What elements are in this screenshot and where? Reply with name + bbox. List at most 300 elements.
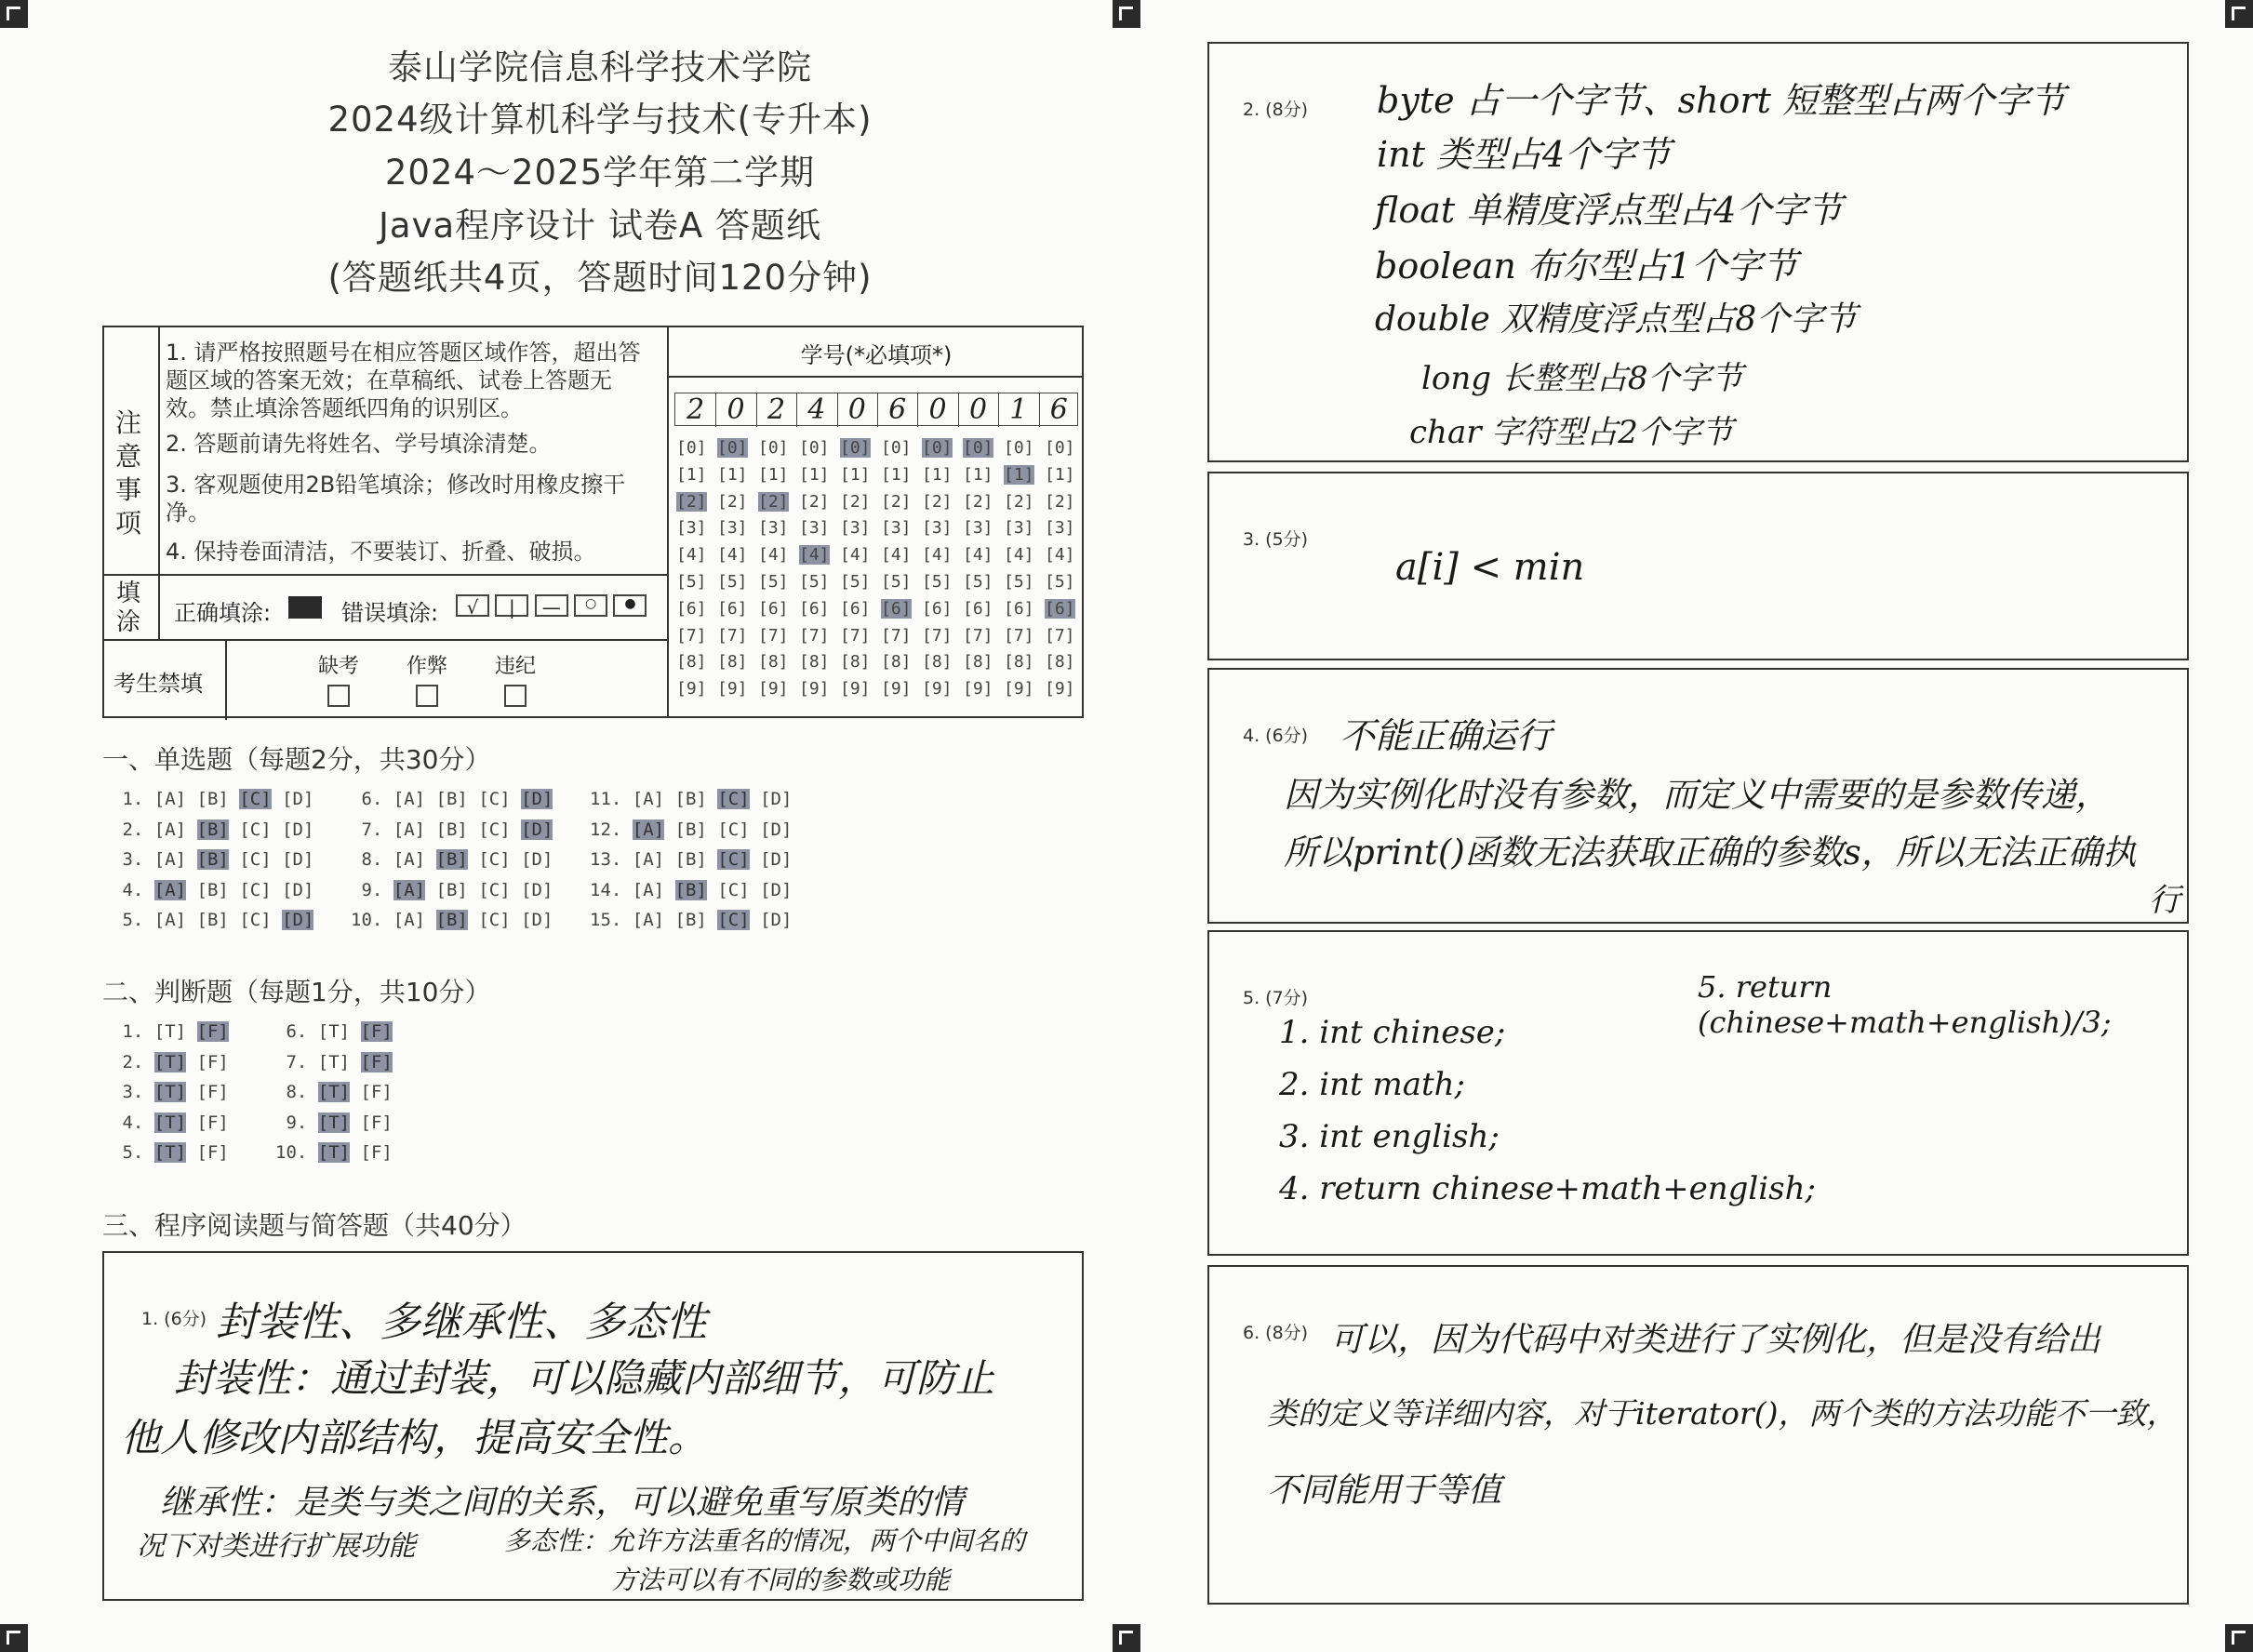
mc-question-number: 10. bbox=[351, 910, 393, 930]
wrong-fill-label: 错误填涂: bbox=[341, 600, 439, 626]
student-id-digit: 6 bbox=[877, 393, 918, 427]
student-id-digit: 0 bbox=[958, 393, 999, 427]
student-id-digit: 0 bbox=[917, 393, 958, 427]
wrong-mark-dash: — bbox=[535, 594, 568, 617]
student-id-bubble[interactable]: [6] bbox=[881, 598, 912, 619]
forbid-label: 考生禁填 bbox=[113, 671, 203, 697]
student-id-bubble[interactable]: [8] bbox=[963, 652, 993, 673]
q4-line-1: 不能正确运行 bbox=[1340, 715, 1553, 756]
q3-label: 3. (5分) bbox=[1243, 529, 1309, 550]
student-id-bubble[interactable]: [2] bbox=[676, 491, 707, 512]
student-id-bubble[interactable]: [8] bbox=[717, 652, 748, 673]
student-id-bubble[interactable]: [5] bbox=[1045, 571, 1075, 592]
student-id-bubble[interactable]: [0] bbox=[717, 438, 748, 458]
student-id-bubble[interactable]: [9] bbox=[676, 679, 707, 699]
q2-line-4: boolean 布尔型占1个字节 bbox=[1375, 246, 1798, 286]
header-line4: Java程序设计 试卷A 答题纸 bbox=[379, 206, 821, 246]
student-id-bubble-column bbox=[881, 435, 912, 703]
student-id-bubble[interactable]: [0] bbox=[758, 438, 789, 458]
student-id-bubble[interactable]: [1] bbox=[881, 464, 912, 485]
q4-line-4: 行 bbox=[2149, 882, 2180, 919]
q6-label: 6. (8分) bbox=[1243, 1323, 1309, 1343]
mc-option-bubble[interactable]: [A] bbox=[632, 789, 665, 809]
student-id-bubble[interactable]: [0] bbox=[799, 438, 830, 458]
forbid-violation-label: 违纪 bbox=[495, 655, 537, 678]
student-id-bubble[interactable]: [2] bbox=[799, 491, 830, 512]
student-id-bubble[interactable]: [0] bbox=[1045, 438, 1075, 458]
tf-option-bubble[interactable]: [F] bbox=[360, 1112, 393, 1133]
forbid-label-cell bbox=[104, 641, 227, 720]
student-id-bubble[interactable]: [7] bbox=[1045, 625, 1075, 646]
forbid-cheat-label: 作弊 bbox=[407, 655, 448, 678]
q2-line-2: int 类型占4个字节 bbox=[1377, 134, 1672, 175]
q4-label: 4. (6分) bbox=[1243, 726, 1309, 746]
notice-item-3: 3. 客观题使用2B铅笔填涂；修改时用橡皮擦干净。 bbox=[166, 472, 626, 526]
header-line2: 2024级计算机科学与技术(专升本) bbox=[327, 100, 873, 140]
student-id-bubble[interactable]: [7] bbox=[840, 625, 871, 646]
mc-question-row bbox=[351, 880, 564, 900]
tf-option-bubble[interactable]: [F] bbox=[360, 1142, 393, 1163]
student-id-bubble[interactable]: [6] bbox=[676, 598, 707, 619]
student-id-bubble-column bbox=[840, 435, 871, 703]
student-id-bubble[interactable]: [7] bbox=[922, 625, 953, 646]
q1-line-1: 封装性、多继承性、多态性 bbox=[216, 1299, 707, 1346]
mc-option-bubble[interactable]: [B] bbox=[196, 819, 229, 840]
student-id-bubble[interactable]: [1] bbox=[963, 464, 993, 485]
forbid-violation-checkbox[interactable] bbox=[504, 685, 527, 707]
student-id-bubble[interactable]: [9] bbox=[922, 679, 953, 699]
student-id-digit: 2 bbox=[756, 393, 797, 427]
student-id-bubble[interactable]: [5] bbox=[963, 571, 993, 592]
mc-option-bubble[interactable]: [A] bbox=[153, 879, 187, 900]
mc-option-bubble[interactable]: [A] bbox=[153, 789, 187, 809]
student-id-bubble[interactable]: [3] bbox=[922, 518, 953, 539]
mc-option-bubble[interactable]: [A] bbox=[393, 819, 426, 840]
mc-option-bubble[interactable]: [A] bbox=[632, 879, 665, 900]
mc-option-bubble[interactable]: [A] bbox=[632, 910, 665, 930]
tf-question-number: 5. bbox=[112, 1142, 154, 1163]
student-id-bubble[interactable]: [9] bbox=[717, 679, 748, 699]
student-id-bubble[interactable]: [5] bbox=[676, 571, 707, 592]
mc-option-bubble[interactable]: [C] bbox=[239, 819, 272, 840]
student-id-bubble[interactable]: [5] bbox=[717, 571, 748, 592]
mc-option-bubble[interactable]: [A] bbox=[153, 819, 187, 840]
student-id-bubble[interactable]: [3] bbox=[676, 518, 707, 539]
mc-option-bubble[interactable]: [C] bbox=[239, 910, 272, 930]
header-line5: (答题纸共4页，答题时间120分钟) bbox=[327, 258, 873, 298]
student-id-bubble-column bbox=[676, 435, 707, 703]
q5-label: 5. (7分) bbox=[1243, 988, 1309, 1008]
mc-option-bubble[interactable]: [C] bbox=[478, 879, 511, 900]
student-id-bubble[interactable]: [9] bbox=[758, 679, 789, 699]
mc-option-bubble[interactable]: [D] bbox=[760, 789, 793, 809]
q1-line-7: 方法可以有不同的参数或功能 bbox=[611, 1565, 951, 1595]
student-id-bubble[interactable]: [5] bbox=[1004, 571, 1034, 592]
student-id-bubble-column bbox=[799, 435, 830, 703]
student-id-bubble[interactable]: [9] bbox=[799, 679, 830, 699]
answer-box-q1 bbox=[102, 1251, 1084, 1601]
student-id-bubble[interactable]: [9] bbox=[1004, 679, 1034, 699]
student-id-bubble[interactable]: [0] bbox=[963, 438, 993, 458]
student-id-bubble[interactable]: [7] bbox=[1004, 625, 1034, 646]
student-id-bubble[interactable]: [2] bbox=[881, 491, 912, 512]
student-id-bubble[interactable]: [1] bbox=[1045, 464, 1075, 485]
mc-option-bubble[interactable]: [B] bbox=[435, 879, 468, 900]
student-id-bubble[interactable]: [2] bbox=[840, 491, 871, 512]
mc-question-row bbox=[590, 819, 803, 840]
mc-option-bubble[interactable]: [D] bbox=[521, 789, 553, 809]
q6-line-1: 可以，因为代码中对类进行了实例化，但是没有给出 bbox=[1330, 1321, 2101, 1359]
student-id-bubble[interactable]: [8] bbox=[840, 652, 871, 673]
mc-option-bubble[interactable]: [B] bbox=[196, 879, 229, 900]
tf-option-bubble[interactable]: [F] bbox=[360, 1082, 393, 1102]
student-id-bubble[interactable]: [4] bbox=[881, 545, 912, 566]
tf-question-number: 7. bbox=[275, 1051, 318, 1072]
mc-option-bubble[interactable]: [A] bbox=[632, 849, 665, 870]
student-id-bubble[interactable]: [4] bbox=[799, 545, 830, 566]
student-id-bubble[interactable]: [2] bbox=[922, 491, 953, 512]
student-id-bubble-column bbox=[1045, 435, 1075, 703]
header-line3: 2024～2025学年第二学期 bbox=[384, 153, 816, 193]
tf-question-number: 6. bbox=[275, 1021, 318, 1042]
mc-question-row bbox=[590, 849, 803, 870]
section3-title: 三、程序阅读题与简答题（共40分） bbox=[102, 1210, 527, 1241]
student-id-bubble[interactable]: [2] bbox=[717, 491, 748, 512]
tf-question-number: 10. bbox=[275, 1142, 318, 1163]
tf-question-row bbox=[275, 1052, 403, 1072]
mc-question-row bbox=[351, 910, 564, 930]
q5-line-5: 5. return (chinese+math+english)/3; bbox=[1698, 969, 2112, 1040]
student-id-bubble[interactable]: [2] bbox=[963, 491, 993, 512]
mc-option-bubble[interactable]: [D] bbox=[760, 879, 793, 900]
tf-question-row bbox=[275, 1112, 403, 1133]
tf-option-bubble[interactable]: [F] bbox=[196, 1082, 229, 1102]
student-id-bubble[interactable]: [7] bbox=[799, 625, 830, 646]
student-id-bubble[interactable]: [3] bbox=[758, 518, 789, 539]
student-id-bubble[interactable]: [5] bbox=[881, 571, 912, 592]
mc-option-bubble[interactable]: [B] bbox=[674, 849, 707, 870]
mc-option-bubble[interactable]: [A] bbox=[393, 849, 426, 870]
mc-question-row bbox=[590, 789, 803, 809]
corner-mark-bottom-right bbox=[2225, 1624, 2253, 1652]
student-id-bubble[interactable]: [4] bbox=[1045, 545, 1075, 566]
student-id-digit: 4 bbox=[796, 393, 837, 427]
mc-option-bubble[interactable]: [B] bbox=[435, 910, 468, 930]
tf-option-bubble[interactable]: [F] bbox=[360, 1051, 393, 1072]
student-id-bubble[interactable]: [9] bbox=[963, 679, 993, 699]
tf-question-row bbox=[275, 1021, 403, 1042]
student-id-bubble[interactable]: [8] bbox=[1004, 652, 1034, 673]
student-id-digit: 6 bbox=[1049, 393, 1068, 426]
mc-option-bubble[interactable]: [D] bbox=[760, 819, 793, 840]
student-id-bubble[interactable]: [0] bbox=[840, 438, 871, 458]
student-id-bubble[interactable]: [6] bbox=[922, 598, 953, 619]
student-id-bubble-column bbox=[758, 435, 789, 703]
mc-option-bubble[interactable]: [C] bbox=[717, 819, 750, 840]
wrong-mark-check: √ bbox=[456, 594, 489, 617]
student-id-digit: 0 bbox=[715, 393, 756, 427]
mc-question-row bbox=[112, 880, 325, 900]
student-id-bubble[interactable]: [8] bbox=[758, 652, 789, 673]
notice-items bbox=[166, 339, 649, 566]
answer-box-q2 bbox=[1207, 42, 2189, 462]
student-id-bubble[interactable]: [8] bbox=[1045, 652, 1075, 673]
student-id-bubble[interactable]: [1] bbox=[758, 464, 789, 485]
mc-option-bubble[interactable]: [C] bbox=[239, 879, 272, 900]
student-id-bubble[interactable]: [2] bbox=[1004, 491, 1034, 512]
wrong-mark-circle: ○ bbox=[574, 594, 607, 617]
wrong-mark-bar: | bbox=[495, 594, 528, 617]
q1-line-4: 继承性：是类与类之间的关系，可以避免重写原类的情 bbox=[160, 1484, 965, 1522]
corner-mark-bottom-middle bbox=[1113, 1624, 1140, 1652]
mc-option-bubble[interactable]: [A] bbox=[632, 819, 665, 840]
fill-label: 填涂 bbox=[116, 580, 141, 636]
tf-option-bubble[interactable]: [T] bbox=[153, 1051, 187, 1072]
q5-line-3: 3. int english; bbox=[1279, 1118, 1500, 1155]
student-id-bubble[interactable]: [4] bbox=[676, 545, 707, 566]
mc-option-bubble[interactable]: [B] bbox=[196, 910, 229, 930]
student-id-bubble[interactable]: [0] bbox=[1004, 438, 1034, 458]
student-id-bubble[interactable]: [8] bbox=[676, 652, 707, 673]
tf-option-bubble[interactable]: [F] bbox=[360, 1021, 393, 1042]
student-id-bubble[interactable]: [3] bbox=[840, 518, 871, 539]
forbid-absent-checkbox[interactable] bbox=[327, 685, 350, 707]
mc-option-bubble[interactable]: [D] bbox=[282, 819, 314, 840]
tf-option-bubble[interactable]: [T] bbox=[153, 1021, 187, 1042]
mc-option-bubble[interactable]: [D] bbox=[282, 849, 314, 870]
mc-option-bubble[interactable]: [A] bbox=[393, 789, 426, 809]
mc-option-bubble[interactable]: [A] bbox=[153, 910, 187, 930]
student-id-bubble[interactable]: [7] bbox=[758, 625, 789, 646]
mc-option-bubble[interactable]: [D] bbox=[760, 849, 793, 870]
mc-option-bubble[interactable]: [C] bbox=[717, 910, 750, 930]
tf-option-bubble[interactable]: [T] bbox=[317, 1051, 351, 1072]
student-id-bubble[interactable]: [4] bbox=[922, 545, 953, 566]
tf-option-bubble[interactable]: [F] bbox=[196, 1021, 229, 1042]
student-id-bubble[interactable]: [3] bbox=[1045, 518, 1075, 539]
tf-option-bubble[interactable]: [T] bbox=[153, 1082, 187, 1102]
tf-option-bubble[interactable]: [T] bbox=[317, 1082, 351, 1102]
student-id-bubble[interactable]: [4] bbox=[840, 545, 871, 566]
student-id-bubble[interactable]: [4] bbox=[1004, 545, 1034, 566]
mc-option-bubble[interactable]: [D] bbox=[521, 879, 553, 900]
mc-question-number: 7. bbox=[351, 819, 393, 840]
mc-option-bubble[interactable]: [D] bbox=[521, 849, 553, 870]
student-id-bubble[interactable]: [3] bbox=[717, 518, 748, 539]
forbid-absent-label: 缺考 bbox=[318, 655, 360, 678]
mc-option-bubble[interactable]: [C] bbox=[239, 789, 272, 809]
q1-line-5: 况下对类进行扩展功能 bbox=[137, 1530, 416, 1563]
notice-item-2: 2. 答题前请先将姓名、学号填涂清楚。 bbox=[166, 431, 552, 457]
student-id-bubble[interactable]: [7] bbox=[881, 625, 912, 646]
mc-option-bubble[interactable]: [D] bbox=[282, 879, 314, 900]
mc-question-number: 12. bbox=[590, 819, 633, 840]
forbid-absent bbox=[318, 650, 359, 707]
tf-question-row bbox=[112, 1082, 239, 1102]
mc-question-row bbox=[351, 849, 564, 870]
notice-item-4: 4. 保持卷面清洁，不要装订、折叠、破损。 bbox=[166, 539, 596, 565]
student-id-bubble[interactable]: [9] bbox=[840, 679, 871, 699]
section1-title: 一、单选题（每题2分，共30分） bbox=[102, 744, 491, 775]
notice-label: 注意事项 bbox=[115, 407, 142, 539]
student-id-bubble[interactable]: [6] bbox=[758, 598, 789, 619]
student-id-bubble[interactable]: [3] bbox=[963, 518, 993, 539]
mc-question-row bbox=[112, 849, 325, 870]
mc-option-bubble[interactable]: [C] bbox=[478, 910, 511, 930]
mc-option-bubble[interactable]: [C] bbox=[239, 849, 272, 870]
mc-question-number: 3. bbox=[112, 849, 154, 870]
student-id-bubble-column bbox=[1004, 435, 1034, 703]
q2-label: 2. (8分) bbox=[1243, 100, 1309, 120]
student-id-digit-row bbox=[674, 393, 1078, 426]
q2-line-3: float 单精度浮点型占4个字节 bbox=[1375, 190, 1843, 231]
section2-title: 二、判断题（每题1分，共10分） bbox=[102, 977, 491, 1007]
student-id-bubble[interactable]: [1] bbox=[840, 464, 871, 485]
student-id-bubble[interactable]: [6] bbox=[717, 598, 748, 619]
student-id-bubble-grid bbox=[676, 435, 1086, 714]
forbid-row bbox=[104, 639, 667, 720]
tf-question-row bbox=[112, 1052, 239, 1072]
student-id-bubble[interactable]: [5] bbox=[799, 571, 830, 592]
mc-option-bubble[interactable]: [B] bbox=[674, 879, 707, 900]
student-id-bubble[interactable]: [3] bbox=[1004, 518, 1034, 539]
student-id-bubble[interactable]: [2] bbox=[758, 491, 789, 512]
q1-line-3: 他人修改内部结构，提高安全性。 bbox=[121, 1415, 708, 1460]
mc-option-bubble[interactable]: [A] bbox=[393, 910, 426, 930]
notice-table bbox=[102, 326, 1084, 718]
mc-option-bubble[interactable]: [C] bbox=[717, 879, 750, 900]
q2-line-5: double 双精度浮点型占8个字节 bbox=[1375, 300, 1858, 339]
mc-option-bubble[interactable]: [A] bbox=[153, 849, 187, 870]
mc-option-bubble[interactable]: [C] bbox=[478, 789, 511, 809]
tf-question-row bbox=[112, 1112, 239, 1133]
student-id-bubble[interactable]: [7] bbox=[963, 625, 993, 646]
tf-option-bubble[interactable]: [T] bbox=[153, 1112, 187, 1133]
tf-question-number: 4. bbox=[112, 1112, 154, 1133]
tf-option-bubble[interactable]: [T] bbox=[317, 1021, 351, 1042]
student-id-bubble[interactable]: [8] bbox=[922, 652, 953, 673]
mc-option-bubble[interactable]: [D] bbox=[282, 789, 314, 809]
mc-question-row bbox=[590, 880, 803, 900]
student-id-bubble[interactable]: [4] bbox=[758, 545, 789, 566]
student-id-bubble[interactable]: [5] bbox=[840, 571, 871, 592]
fill-label-cell bbox=[104, 576, 160, 641]
mc-option-bubble[interactable]: [D] bbox=[521, 910, 553, 930]
student-id-bubble[interactable]: [4] bbox=[717, 545, 748, 566]
q5-line-4: 4. return chinese+math+english; bbox=[1279, 1170, 1816, 1207]
student-id-bubble[interactable]: [6] bbox=[840, 598, 871, 619]
corner-mark-top-middle bbox=[1113, 0, 1140, 28]
mc-option-bubble[interactable]: [D] bbox=[760, 910, 793, 930]
mc-option-bubble[interactable]: [B] bbox=[435, 819, 468, 840]
mc-option-bubble[interactable]: [C] bbox=[478, 819, 511, 840]
corner-mark-top-left bbox=[0, 0, 28, 28]
student-id-bubble[interactable]: [0] bbox=[922, 438, 953, 458]
tf-option-bubble[interactable]: [T] bbox=[153, 1142, 187, 1163]
mc-question-row bbox=[351, 819, 564, 840]
mc-option-bubble[interactable]: [C] bbox=[478, 849, 511, 870]
student-id-bubble[interactable]: [6] bbox=[1045, 598, 1075, 619]
forbid-cheat-checkbox[interactable] bbox=[416, 685, 438, 707]
student-id-bubble[interactable]: [6] bbox=[1004, 598, 1034, 619]
q1-line-6: 多态性：允许方法重名的情况，两个中间名的 bbox=[504, 1525, 1026, 1556]
mc-option-bubble[interactable]: [A] bbox=[393, 879, 426, 900]
mc-option-bubble[interactable]: [B] bbox=[435, 789, 468, 809]
student-id-bubble[interactable]: [0] bbox=[676, 438, 707, 458]
mc-option-bubble[interactable]: [B] bbox=[435, 849, 468, 870]
q6-line-3: 不同能用于等值 bbox=[1267, 1472, 1502, 1510]
mc-question-number: 14. bbox=[590, 879, 633, 900]
tf-question-number: 1. bbox=[112, 1021, 154, 1042]
student-id-bubble[interactable]: [1] bbox=[676, 464, 707, 485]
answer-box-q5 bbox=[1207, 930, 2189, 1256]
student-id-bubble[interactable]: [2] bbox=[1045, 491, 1075, 512]
mc-option-bubble[interactable]: [B] bbox=[196, 849, 229, 870]
student-id-bubble[interactable]: [1] bbox=[717, 464, 748, 485]
tf-option-bubble[interactable]: [F] bbox=[196, 1051, 229, 1072]
mc-question-row bbox=[112, 910, 325, 930]
student-id-bubble[interactable]: [7] bbox=[717, 625, 748, 646]
student-id-bubble[interactable]: [3] bbox=[881, 518, 912, 539]
mc-question-number: 4. bbox=[112, 879, 154, 900]
student-id-bubble[interactable]: [1] bbox=[1004, 464, 1034, 485]
student-id-bubble[interactable]: [8] bbox=[881, 652, 912, 673]
student-id-bubble[interactable]: [6] bbox=[799, 598, 830, 619]
mc-option-bubble[interactable]: [C] bbox=[717, 849, 750, 870]
mc-question-number: 9. bbox=[351, 879, 393, 900]
q6-line-2: 类的定义等详细内容，对于iterator()，两个类的方法功能不一致， bbox=[1267, 1395, 2178, 1432]
student-id-bubble[interactable]: [8] bbox=[799, 652, 830, 673]
mc-option-bubble[interactable]: [C] bbox=[717, 789, 750, 809]
notice-label-cell bbox=[104, 327, 160, 574]
student-id-bubble[interactable]: [1] bbox=[799, 464, 830, 485]
mc-option-bubble[interactable]: [D] bbox=[282, 910, 314, 930]
fill-row bbox=[104, 574, 667, 641]
mc-option-bubble[interactable]: [B] bbox=[674, 819, 707, 840]
student-id-bubble[interactable]: [5] bbox=[922, 571, 953, 592]
mc-option-bubble[interactable]: [B] bbox=[674, 789, 707, 809]
tf-option-bubble[interactable]: [F] bbox=[196, 1142, 229, 1163]
tf-option-bubble[interactable]: [T] bbox=[317, 1142, 351, 1163]
student-id-bubble[interactable]: [5] bbox=[758, 571, 789, 592]
student-id-bubble[interactable]: [0] bbox=[881, 438, 912, 458]
student-id-bubble[interactable]: [7] bbox=[676, 625, 707, 646]
notice-item-1: 1. 请严格按照题号在相应答题区域作答，超出答题区域的答案无效；在草稿纸、试卷上答题无效。禁止填涂答题纸四角的识别区。 bbox=[166, 340, 641, 421]
mc-option-bubble[interactable]: [D] bbox=[521, 819, 553, 840]
student-id-bubble[interactable]: [1] bbox=[922, 464, 953, 485]
student-id-bubble[interactable]: [6] bbox=[963, 598, 993, 619]
tf-option-bubble[interactable]: [T] bbox=[317, 1112, 351, 1133]
answer-box-q6 bbox=[1207, 1265, 2189, 1605]
q5-line-2: 2. int math; bbox=[1279, 1066, 1466, 1103]
mc-option-bubble[interactable]: [B] bbox=[674, 910, 707, 930]
tf-option-bubble[interactable]: [F] bbox=[196, 1112, 229, 1133]
student-id-bubble[interactable]: [3] bbox=[799, 518, 830, 539]
student-id-bubble[interactable]: [9] bbox=[1045, 679, 1075, 699]
mc-question-row bbox=[112, 789, 325, 809]
tf-question-row bbox=[275, 1142, 403, 1163]
student-id-bubble[interactable]: [9] bbox=[881, 679, 912, 699]
mc-question-row bbox=[112, 819, 325, 840]
mc-question-number: 15. bbox=[590, 910, 633, 930]
student-id-bubble[interactable]: [4] bbox=[963, 545, 993, 566]
student-id-label: 学号(*必填项*) bbox=[800, 342, 953, 368]
mc-question-row bbox=[590, 910, 803, 930]
student-id-digit: 0 bbox=[837, 393, 878, 427]
q5-line-1: 1. int chinese; bbox=[1279, 1014, 1506, 1051]
mc-option-bubble[interactable]: [B] bbox=[196, 789, 229, 809]
mc-question-number: 1. bbox=[112, 789, 154, 809]
